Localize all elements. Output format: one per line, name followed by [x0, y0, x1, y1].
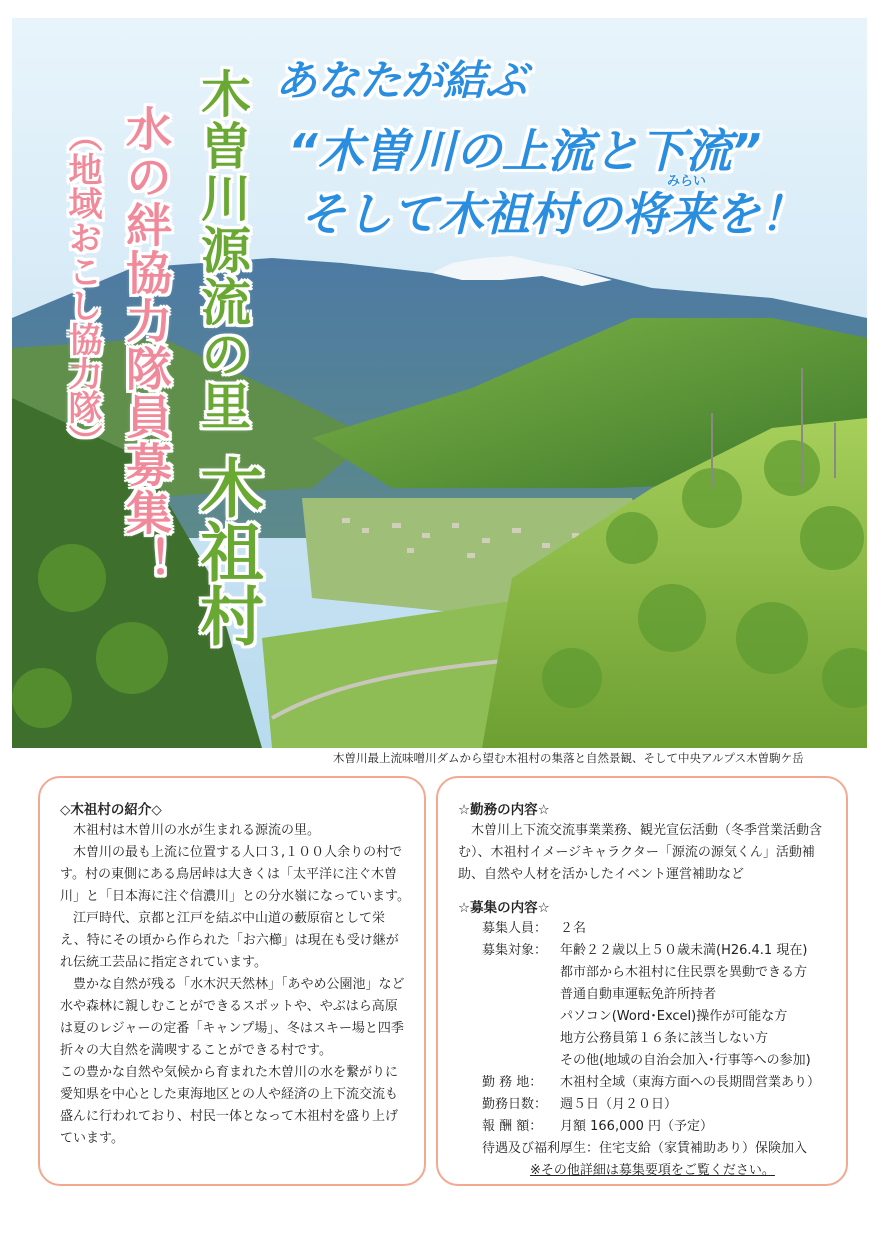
recruit-row [458, 1116, 836, 1138]
row-key [458, 1006, 560, 1028]
row-value: ２名 [560, 921, 587, 936]
job-box [436, 776, 848, 1186]
recruit-subtitle: （地域おこし協力隊） [62, 118, 102, 458]
row-key [458, 962, 560, 984]
recruit-row [458, 918, 836, 940]
duties-title: ☆勤務の内容☆ [458, 802, 550, 818]
row-value: 木祖村全域（東海方面への長期間営業あり） [560, 1075, 821, 1090]
recruit-row [458, 962, 836, 984]
recruit-row [458, 1006, 836, 1028]
recruit-row [458, 984, 836, 1006]
row-value: 地方公務員第１６条に該当しない方 [560, 1031, 769, 1046]
headline-line-2: “木曽川の上流と下流” [288, 124, 762, 178]
row-key: 勤 務 地： [482, 1075, 543, 1090]
intro-paragraph: 豊かな自然が残る「水木沢天然林」「あやめ公園池」など水や森林に親しむことができるスポットや、やぶはら高原は夏のレジャーの定番「キャンプ場」、冬はスキー場と四季折々の大自然を満喫することができる村です。 [60, 977, 405, 1058]
row-value: パソコン(Word･Excel)操作が可能な方 [560, 1009, 788, 1024]
row-value: 都市部から木祖村に住民票を異動できる方 [560, 965, 808, 980]
headline-line-1: あなたが結ぶ [275, 56, 528, 105]
recruit-list [458, 918, 836, 1160]
village-name: 木祖村 [189, 455, 263, 647]
recruit-row [458, 1138, 836, 1160]
recruit-row [458, 1094, 836, 1116]
row-key [458, 1050, 560, 1072]
headline-line-3: そして木祖村の将来を！ [300, 187, 806, 241]
row-key [458, 1028, 560, 1050]
row-key: 報 酬 額： [482, 1119, 543, 1134]
headline-ruby: みらい [667, 174, 707, 189]
row-key [458, 984, 560, 1006]
recruit-title: 水の絆協力隊員募集！ [119, 105, 173, 585]
row-value: その他(地域の自治会加入･行事等への参加) [560, 1053, 811, 1068]
row-key: 待遇及び福利厚生： [482, 1141, 600, 1156]
row-value: 月額 166,000 円（予定） [560, 1119, 714, 1134]
recruit-row [458, 1072, 836, 1094]
intro-paragraph: 木曽川の最も上流に位置する人口３,１００人余りの村です。村の東側にある鳥居峠は大きくは「太平洋に注ぐ木曽川」と「日本海に注ぐ信濃川」との分水嶺になっています。 [60, 845, 410, 904]
row-key: 募集対象： [482, 943, 548, 958]
row-value: 年齢２２歳以上５０歳未満(H26.4.1 現在) [560, 943, 808, 958]
row-key: 募集人員： [482, 921, 548, 936]
intro-closing: この豊かな自然や気候から育まれた木曽川の水を繋がりに愛知県を中心とした東海地区との人や経済の上下流交流も盛んに行われており、村民一体となって木祖村を盛り上げています。 [60, 1065, 399, 1146]
row-value: 週５日（月２０日） [560, 1097, 678, 1112]
intro-title: ◇木祖村の紹介◇ [60, 802, 162, 818]
photo-caption: 木曽川最上流味噌川ダムから望む木祖村の集落と自然景観、そして中央アルプス木曽駒ケ岳 [333, 751, 804, 765]
row-value: 住宅支給（家賃補助あり）保険加入 [599, 1141, 808, 1156]
duties-text: 木曽川上下流交流事業業務、観光宣伝活動（冬季営業活動含む）、木祖村イメージキャラクター「源流の源気くん」活動補助、自然や人材を活かしたイベント運営補助など [458, 823, 823, 882]
recruit-details-title: ☆募集の内容☆ [458, 900, 550, 916]
row-value: 普通自動車運転免許所持者 [560, 987, 717, 1002]
recruit-row [458, 940, 836, 962]
intro-box [38, 776, 426, 1186]
recruit-row [458, 1050, 836, 1072]
kiso-source-title: 木曽川源流の里 [193, 68, 251, 432]
details-note: ※その他詳細は募集要項をご覧ください。 [530, 1163, 775, 1178]
intro-paragraph: 木祖村は木曽川の水が生まれる源流の里。 [73, 823, 321, 838]
intro-paragraph: 江戸時代、京都と江戸を結ぶ中山道の藪原宿として栄え、特にその頃から作られた「お六櫛」は現在も受け継がれ伝統工芸品に指定されています。 [60, 911, 399, 970]
row-key: 勤務日数： [482, 1097, 548, 1112]
recruit-row [458, 1028, 836, 1050]
